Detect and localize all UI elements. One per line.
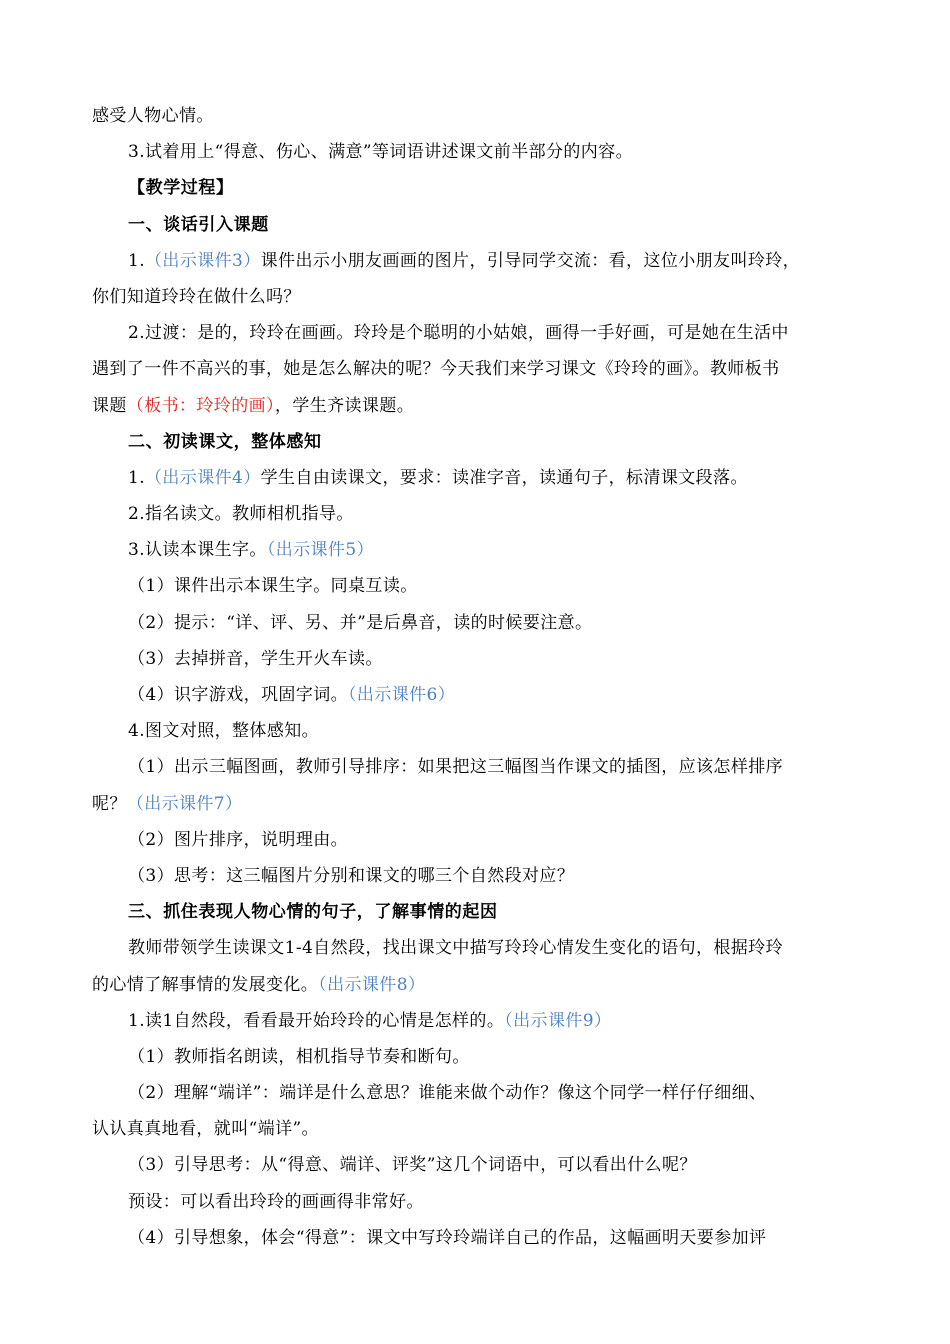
text-line (92, 568, 862, 604)
text-segment: 三、抓住表现人物心情的句子，了解事情的起因 (128, 902, 498, 923)
text-line (92, 677, 862, 713)
text-segment: （1）教师指名朗读，相机指导节奏和断句。 (128, 1046, 470, 1067)
text-line (92, 930, 862, 966)
courseware-ref: （出示课件5） (266, 540, 374, 561)
text-segment: （1）课件出示本课生字。同桌互读。 (128, 576, 418, 597)
text-line (92, 315, 862, 351)
section-heading (92, 894, 862, 930)
text-line (92, 786, 862, 822)
courseware-ref: （出示课件3） (145, 250, 261, 271)
text-segment: 【教学过程】 (128, 178, 234, 199)
text-segment: 2.过渡：是的，玲玲在画画。玲玲是个聪明的小姑娘，画得一手好画，可是她在生活中 (128, 323, 789, 344)
text-line (92, 1003, 862, 1039)
text-line (92, 1075, 862, 1111)
document-body (92, 98, 862, 1256)
text-line (92, 496, 862, 532)
text-segment: 2.指名读文。教师相机指导。 (128, 504, 354, 525)
text-line (92, 1111, 862, 1147)
text-segment: 课题 (92, 395, 127, 416)
text-segment: （2）图片排序，说明理由。 (128, 829, 349, 850)
text-segment: 二、初读课文，整体感知 (128, 431, 322, 452)
text-line (92, 605, 862, 641)
text-line (92, 1039, 862, 1075)
text-segment: ，学生齐读课题。 (274, 395, 415, 416)
section-heading (92, 424, 862, 460)
section-heading (92, 170, 862, 206)
text-segment: 课件出示小朋友画画的图片，引导同学交流：看，这位小朋友叫玲玲， (260, 250, 801, 271)
text-line (92, 1220, 862, 1256)
text-segment: 学生自由读课文，要求：读准字音，读通句子，标清课文段落。 (260, 467, 748, 488)
courseware-ref: （出示课件9） (504, 1010, 612, 1031)
text-segment: 1. (128, 467, 146, 488)
text-segment: 预设：可以看出玲玲的画画得非常好。 (128, 1191, 424, 1212)
text-line (92, 749, 862, 785)
text-line (92, 822, 862, 858)
text-segment: 1. (128, 250, 146, 271)
text-segment: 感受人物心情。 (92, 106, 214, 126)
text-segment: 的心情了解事情的发展变化。 (92, 974, 319, 995)
text-segment: 教师带领学生读课文1-4自然段，找出课文中描写玲玲心情发生变化的语句，根据玲玲 (128, 938, 783, 959)
text-segment: 认认真真地看，就叫“端详”。 (92, 1119, 319, 1140)
text-segment: （4）引导想象，体会“得意”：课文中写玲玲端详自己的作品，这幅画明天要参加评 (128, 1227, 767, 1248)
courseware-ref: （出示课件7） (126, 793, 243, 814)
text-line (92, 858, 862, 894)
courseware-ref: （出示课件6） (348, 685, 456, 705)
text-segment: 呢？ (92, 793, 127, 814)
text-line (92, 134, 862, 170)
text-segment: 遇到了一件不高兴的事，她是怎么解决的呢？今天我们来学习课文《玲玲的画》。教师板书 (92, 359, 780, 380)
text-segment: 1.读1自然段，看看最开始玲玲的心情是怎样的。 (128, 1010, 505, 1031)
text-line (92, 279, 862, 315)
text-segment: （3）去掉拼音，学生开火车读。 (128, 648, 383, 669)
text-line (92, 641, 862, 677)
text-segment: （2）理解“端详”：端详是什么意思？谁能来做个动作？像这个同学一样仔仔细细、 (128, 1083, 767, 1104)
text-segment: 你们知道玲玲在做什么吗？ (92, 286, 301, 307)
text-segment: （4）识字游戏，巩固字词。 (128, 685, 349, 705)
text-line (92, 351, 862, 387)
section-heading (92, 207, 862, 243)
text-segment: （3）引导思考：从“得意、端详、评奖”这几个词语中，可以看出什么呢？ (128, 1155, 697, 1176)
text-segment: （2）提示：“详、评、另、并”是后鼻音，读的时候要注意。 (128, 612, 593, 633)
text-segment: 3.试着用上“得意、伤心、满意”等词语讲述课文前半部分的内容。 (128, 142, 634, 163)
text-segment: 一、谈话引入课题 (128, 214, 269, 235)
text-segment: （1）出示三幅图画，教师引导排序：如果把这三幅图当作课文的插图，应该怎样排序 (128, 757, 784, 778)
text-segment: 3.认读本课生字。 (128, 540, 267, 561)
text-segment: （3）思考：这三幅图片分别和课文的哪三个自然段对应？ (128, 865, 575, 886)
text-line (92, 532, 862, 568)
courseware-ref: （出示课件4） (145, 467, 261, 488)
board-note: （板书：玲玲的画） (126, 395, 275, 416)
text-line (92, 1184, 862, 1220)
text-line (92, 98, 862, 134)
text-line (92, 713, 862, 749)
courseware-ref: （出示课件8） (318, 974, 426, 995)
text-line (92, 388, 862, 424)
text-segment: 4.图文对照，整体感知。 (128, 721, 320, 742)
text-line (92, 967, 862, 1003)
text-line (92, 243, 862, 279)
text-line (92, 1147, 862, 1183)
text-line (92, 460, 862, 496)
